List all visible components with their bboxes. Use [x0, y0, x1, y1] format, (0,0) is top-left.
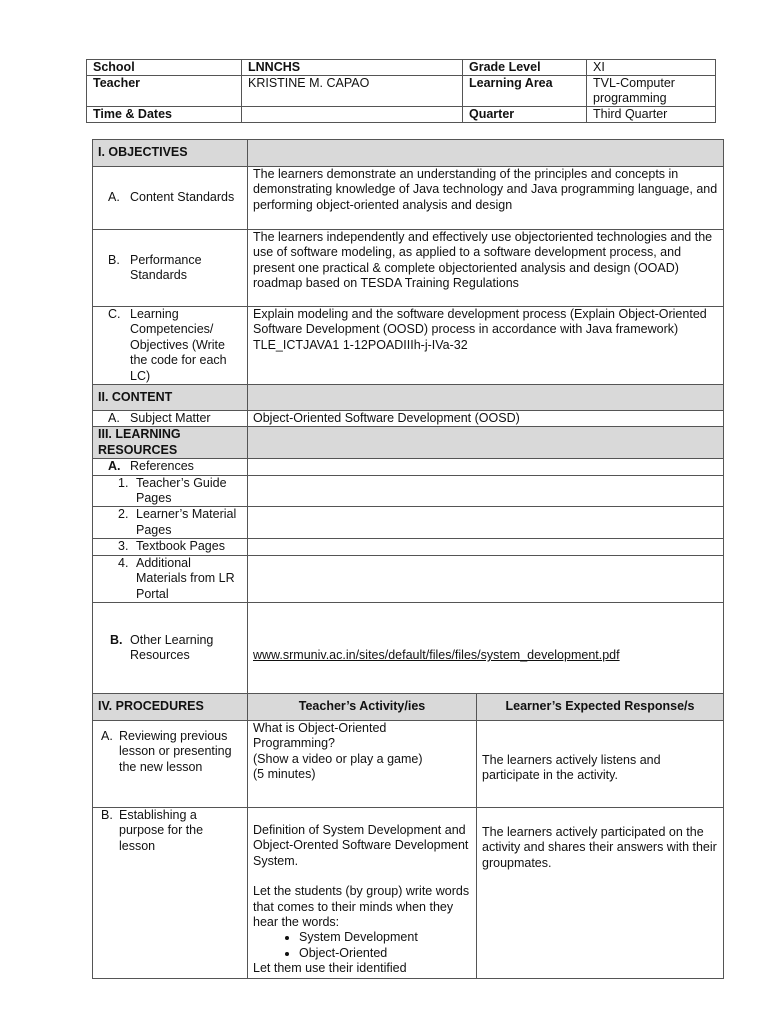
school-label: School: [87, 60, 242, 76]
resources-title: III. LEARNING RESOURCES: [93, 427, 248, 459]
content-title: II. CONTENT: [93, 385, 248, 411]
textbook-pages-cell: [93, 539, 248, 555]
teachers-guide-blank: [248, 475, 724, 507]
learners-material-cell: [93, 507, 248, 539]
textbook-pages-row: [93, 539, 724, 555]
other-resources-link[interactable]: www.srmuniv.ac.in/sites/default/files/files/system_development.pdf: [253, 648, 620, 663]
establishing-purpose-row: [93, 807, 724, 978]
objectives-header-blank: [248, 140, 724, 167]
lesson-plan-table: [92, 139, 724, 979]
content-standards-row: [93, 167, 724, 230]
establishing-purpose-learner: The learners actively participated on the activity and shares their answers with their groupmates.: [477, 807, 724, 978]
reviewing-teacher-line-1: What is Object-Oriented Programming?: [253, 720, 387, 751]
performance-standards-marker: B.: [108, 252, 120, 267]
other-resources-marker: B.: [110, 632, 123, 647]
textbook-pages-number: 3.: [118, 539, 129, 554]
teacher-activity-column-header: Teacher’s Activity/ies: [248, 693, 477, 720]
establishing-purpose-cell: [93, 807, 248, 978]
school-value: LNNCHS: [242, 60, 463, 76]
additional-materials-label: Additional Materials from LR Portal: [136, 555, 235, 601]
reviewing-lesson-cell: [93, 720, 248, 807]
grade-level-label: Grade Level: [463, 60, 587, 76]
textbook-pages-label: Textbook Pages: [136, 539, 225, 554]
performance-standards-row: [93, 230, 724, 307]
content-header-row: [93, 385, 724, 411]
references-label: References: [130, 459, 194, 474]
header-table: [86, 59, 716, 123]
textbook-pages-blank: [248, 539, 724, 555]
learners-material-number: 2.: [118, 507, 129, 522]
quarter-value: Third Quarter: [587, 107, 716, 123]
references-marker: A.: [108, 459, 121, 474]
establishing-bullet-list: [253, 930, 471, 961]
procedures-title: IV. PROCEDURES: [93, 693, 248, 720]
performance-standards-text: The learners independently and effectively use objectoriented technologies and the use of software modeling, as applied to a software development process, and present one practical & complete objectoriented analysis and design (OOAD) roadmap based on TESDA Training Regulations: [248, 230, 724, 307]
procedures-header-row: [93, 693, 724, 720]
content-standards-text: The learners demonstrate an understanding of the principles and concepts in demonstrating knowledge of Java technology and Java programming language, and performing object-oriented analysis and design: [248, 167, 724, 230]
teachers-guide-number: 1.: [118, 475, 129, 490]
additional-materials-number: 4.: [118, 555, 129, 570]
subject-matter-label: Subject Matter: [130, 411, 211, 426]
establishing-purpose-label: Establishing a purpose for the lesson: [119, 807, 204, 853]
content-standards-marker: A.: [108, 190, 120, 205]
learning-competencies-marker: C.: [108, 307, 121, 321]
learning-area-value: TVL-Computer programming: [587, 76, 716, 107]
subject-matter-text: Object-Oriented Software Development (OOSD): [248, 411, 724, 427]
learning-competencies-cell: [93, 307, 248, 385]
additional-materials-blank: [248, 555, 724, 602]
reviewing-teacher-line-2: (Show a video or play a game): [253, 751, 423, 766]
bullet-object-oriented: • Object-Oriented: [299, 946, 471, 961]
learning-competencies-text: Explain modeling and the software development process (Explain Object-Oriented Software Development (OOSD) process in accordance with Java framework): [253, 307, 707, 337]
references-cell: [93, 459, 248, 475]
resources-header-blank: [248, 427, 724, 459]
content-standards-cell: [93, 167, 248, 230]
subject-matter-cell: [93, 411, 248, 427]
teachers-guide-label: Teacher’s Guide Pages: [136, 475, 227, 506]
learners-material-row: [93, 507, 724, 539]
other-resources-row: [93, 602, 724, 693]
subject-matter-row: [93, 411, 724, 427]
subject-matter-marker: A.: [108, 411, 120, 426]
learning-competencies-row: [93, 307, 724, 385]
reviewing-lesson-marker: A.: [101, 728, 113, 743]
learner-response-column-header: Learner’s Expected Response/s: [477, 693, 724, 720]
additional-materials-row: [93, 555, 724, 602]
content-header-blank: [248, 385, 724, 411]
other-resources-label: Other Learning Resources: [130, 632, 214, 662]
reviewing-lesson-teacher: [248, 720, 477, 807]
objectives-title: I. OBJECTIVES: [93, 140, 248, 167]
reviewing-lesson-learner: The learners actively listens and participate in the activity.: [477, 720, 724, 807]
time-dates-label: Time & Dates: [87, 107, 242, 123]
performance-standards-label: Performance Standards: [130, 252, 202, 282]
grade-level-value: XI: [587, 60, 716, 76]
learning-competencies-content: [248, 307, 724, 385]
performance-standards-cell: [93, 230, 248, 307]
learning-area-label: Learning Area: [463, 76, 587, 107]
establishing-purpose-marker: B.: [101, 807, 113, 822]
references-row: [93, 459, 724, 475]
objectives-header-row: [93, 140, 724, 167]
content-standards-label: Content Standards: [130, 190, 235, 205]
learning-competencies-label: Learning Competencies/ Objectives (Write the code for each LC): [130, 307, 227, 383]
learners-material-label: Learner’s Material Pages: [136, 507, 237, 537]
references-blank: [248, 459, 724, 475]
additional-materials-cell: [93, 555, 248, 602]
bullet-system-development: • System Development: [299, 930, 471, 945]
teachers-guide-cell: [93, 475, 248, 507]
establishing-teacher-line-2: Let the students (by group) write words that comes to their minds when they hear the words:: [253, 884, 470, 929]
reviewing-teacher-line-3: (5 minutes): [253, 767, 316, 782]
reviewing-lesson-row: [93, 720, 724, 807]
establishing-teacher-line-1: Definition of System Development and Object-Orented Software Development System.: [253, 822, 469, 868]
other-resources-link-cell: [248, 602, 724, 693]
time-dates-value: [242, 107, 463, 123]
quarter-label: Quarter: [463, 107, 587, 123]
teachers-guide-row: [93, 475, 724, 507]
resources-header-row: [93, 427, 724, 459]
learning-competencies-code: TLE_ICTJAVA1 1-12POADIIIh-j-IVa-32: [253, 337, 468, 352]
teacher-value: KRISTINE M. CAPAO: [242, 76, 463, 107]
teacher-label: Teacher: [87, 76, 242, 107]
other-resources-cell: [93, 602, 248, 693]
learners-material-blank: [248, 507, 724, 539]
establishing-teacher-line-3: Let them use their identified: [253, 961, 407, 976]
establishing-purpose-teacher: [248, 807, 477, 978]
reviewing-lesson-label: Reviewing previous lesson or presenting the new lesson: [119, 728, 232, 774]
